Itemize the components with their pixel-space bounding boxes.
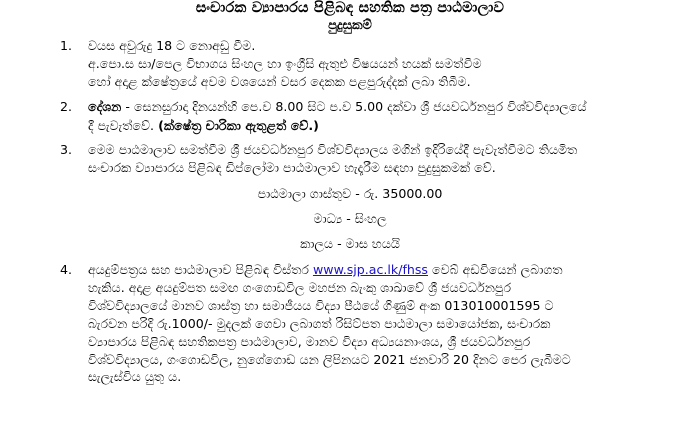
list-item-1-line-1: වයස අවුරුදු 18 ට නොඅඩු වීම.: [88, 38, 256, 53]
application-text-b: වෙබ් අඩවියෙන් ලබාගත: [428, 262, 563, 278]
lectures-detail: - සෙනසුරාදා දිනයන්හි පෙ.ව 8.00 සිට ප.ව 5.00 දක්වා ශ්‍රී ජයවර්ධනපුර විශ්වවිද්‍යාලයේ: [121, 98, 587, 114]
list-item-4-line-3: විශ්වවිද්‍යාලයේ මානව ශාස්ත්‍ර හා සමාජීයය විද්‍යා පීඨයේ ගිණුම් අංක 013010001595 ට: [88, 297, 554, 313]
duration-value: - මාස හයයි: [333, 236, 400, 252]
list-item-4: [42, 261, 658, 386]
duration-label: කාලය: [300, 236, 334, 252]
duration-row: [42, 236, 658, 252]
list-item-2-number: 2.: [60, 98, 73, 114]
list-item-2: [42, 98, 658, 135]
field-visit-note: (ක්ෂේත්‍ර චාරිකා ඇතුළත් වේ.): [158, 117, 319, 133]
lectures-label: දේශන: [88, 98, 122, 114]
list-item-1-number: 1.: [60, 38, 73, 53]
list-item-2-line-1: [88, 98, 658, 116]
course-fee-row: [42, 186, 658, 202]
list-item-4-line-2: හැකිය. අදාළ අයදුම්පත සමඟ ගංගොඩවිල මහජන බැංකු ශාඛාවේ ශ්‍රී ජයවර්ධනපුර: [88, 280, 512, 295]
medium-value: - සිංහල: [342, 211, 387, 227]
course-fee-value: - රු. 35000.00: [351, 186, 443, 202]
list-item-3-line-2: සංචාරක ව්‍යාපාරය පිළිබඳ ඩිප්ලෝමා පාඨමාලාව හැදෑරීම සඳහා පුදුසුකමක් වේ.: [88, 160, 496, 176]
list-item-3-line-1: මෙම පාඨමාලාව සමත්වීම ශ්‍රී ජයවර්ධනපුර විශ්වවිද්‍යාලය මගින් ඉදිරියේදී පැවැත්වීමට තියමිත: [88, 142, 578, 158]
medium-row: [42, 211, 658, 227]
list-item-3: [42, 141, 658, 177]
list-item-3-number: 3.: [60, 142, 73, 158]
medium-label: මාධ්‍ය: [313, 211, 343, 227]
list-item-2-line-2: [88, 117, 658, 135]
list-item-4-line-7: සැලැස්විය යුතු ය.: [88, 369, 182, 385]
course-details-block: [42, 186, 658, 252]
lectures-venue-text: දී පැවැත්වේ.: [88, 117, 159, 133]
requirements-list: [42, 37, 658, 177]
list-item-1-line-2: අ.පො.ස සා/පෙල විභාගය සිංහල හා ඉංග්‍රීසි ඇතුළු විෂයයන් හයක් සමත්වීම: [88, 55, 482, 71]
list-item-4-line-1: [88, 261, 658, 279]
website-link[interactable]: www.sjp.ac.lk/fhss: [312, 262, 428, 278]
list-item-1: [42, 37, 658, 91]
list-item-1-line-3: හෝ අදාළ ක්ෂේත්‍රයේ අවම වශයෙන් වසර දෙකක පළපුරුද්දක් ලබා තිබීම.: [88, 73, 471, 89]
application-list: [42, 261, 658, 386]
list-item-4-line-6: විශ්වවිද්‍යාලය, ගංගොඩවිල, නුගේගොඩ යන ලිපිනයට 2021 ජනවාරි 20 දිනට පෙර ලැබීමට: [88, 351, 571, 367]
list-item-4-line-5: ව්‍යාපාරය පිළිබඳ සහතිකපත්‍ර පාඨමාලාව, මානව විද්‍යා අධ්‍යයනාංශය, ශ්‍රී ජයවර්ධනපුර: [88, 333, 531, 349]
list-item-4-line-4: බැරවන පරිදි රු.1000/- මුදලක් ගෙවා ලබාගත් රිසිට්පත පාඨමාලා සමායෝජක, සංචාරක: [88, 315, 551, 331]
application-text-a: අයදුම්පත්‍රය සහ පාඨමාලාව පිළිබඳ විස්තර: [88, 262, 313, 278]
course-fee-label: පාඨමාලා ගාස්තුව: [257, 186, 352, 202]
document-title: සංචාරක ව්‍යාපාරය පිළිබඳ සහතික පත්‍ර පාඨමාලාව: [195, 0, 505, 16]
section-heading: පුදුසුකම්: [328, 18, 372, 33]
list-item-4-number: 4.: [60, 262, 73, 278]
